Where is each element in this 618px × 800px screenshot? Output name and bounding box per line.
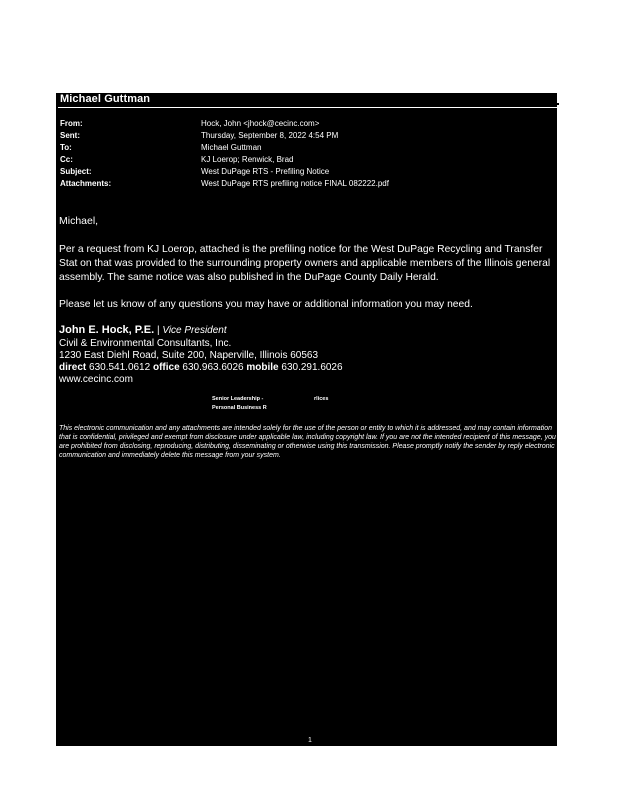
confidentiality-disclaimer: This electronic communication and any attachments are intended solely for the use of the person or entity to which it is addressed, and may contain information that is confidential, privileged and exempt from disclosure under applicable law, including copyright law. If you are not the intended recipient of this message, you are prohibited from disclosing, reproducing, distributing, disseminating or otherwise using this transmission. Please promptly notify the sender by reply electronic communication and immediately delete this message from your system. <box>59 425 556 459</box>
office-number: 630.963.6026 <box>179 362 247 373</box>
signature-company: Civil & Environmental Consultants, Inc. <box>59 338 232 349</box>
greeting: Michael, <box>59 215 99 227</box>
sent-label: Sent: <box>60 131 80 140</box>
signature-name: John E. Hock, P.E. <box>59 324 155 336</box>
attachments-value: West DuPage RTS prefiling notice FINAL 082222.pdf <box>201 179 389 188</box>
signature-separator: | <box>154 325 163 336</box>
signature-phones <box>59 362 343 373</box>
signature-name-line <box>59 325 227 336</box>
to-value: Michael Guttman <box>201 143 262 152</box>
office-label: office <box>152 362 180 373</box>
body-paragraph: Per a request from KJ Loerop, attached is the prefiling notice for the West DuPage Recycling and Transfer Stat on that was provided to the surrounding property owners and applicable members of the Illinois general assembly. The same notice was also published in the DuPage County Daily Herald. <box>59 244 551 283</box>
cc-value: KJ Loerop; Renwick, Brad <box>201 155 294 164</box>
attachments-label: Attachments: <box>60 179 112 188</box>
direct-label: direct <box>59 362 87 373</box>
body-paragraph: Please let us know of any questions you may have or additional information you may need. <box>59 299 473 310</box>
signature-address: 1230 East Diehl Road, Suite 200, Naperville, Illinois 60563 <box>59 350 319 361</box>
direct-number: 630.541.0612 <box>86 362 153 373</box>
signature-website[interactable]: www.cecinc.com <box>59 374 133 385</box>
signature-badge-line-1: Senior Leadership - <box>212 396 264 402</box>
document-page <box>56 93 557 746</box>
subject-value: West DuPage RTS - Prefiling Notice <box>201 167 330 176</box>
header-divider <box>58 107 557 108</box>
page-number: 1 <box>308 737 312 744</box>
subject-label: Subject: <box>60 167 92 176</box>
sent-value: Thursday, September 8, 2022 4:54 PM <box>201 131 339 140</box>
mobile-number: 630.291.6026 <box>278 362 343 373</box>
mobile-label: mobile <box>246 362 279 373</box>
from-value: Hock, John <jhock@cecinc.com> <box>201 119 320 128</box>
scan-artifact <box>557 103 559 105</box>
signature-badge-line-1-right: rlices <box>314 396 329 402</box>
sender-heading: Michael Guttman <box>60 93 151 105</box>
to-label: To: <box>60 143 72 152</box>
signature-title: Vice President <box>162 325 227 336</box>
from-label: From: <box>60 119 83 128</box>
cc-label: Cc: <box>60 155 73 164</box>
signature-badge-line-2: Personal Business R <box>212 405 267 411</box>
